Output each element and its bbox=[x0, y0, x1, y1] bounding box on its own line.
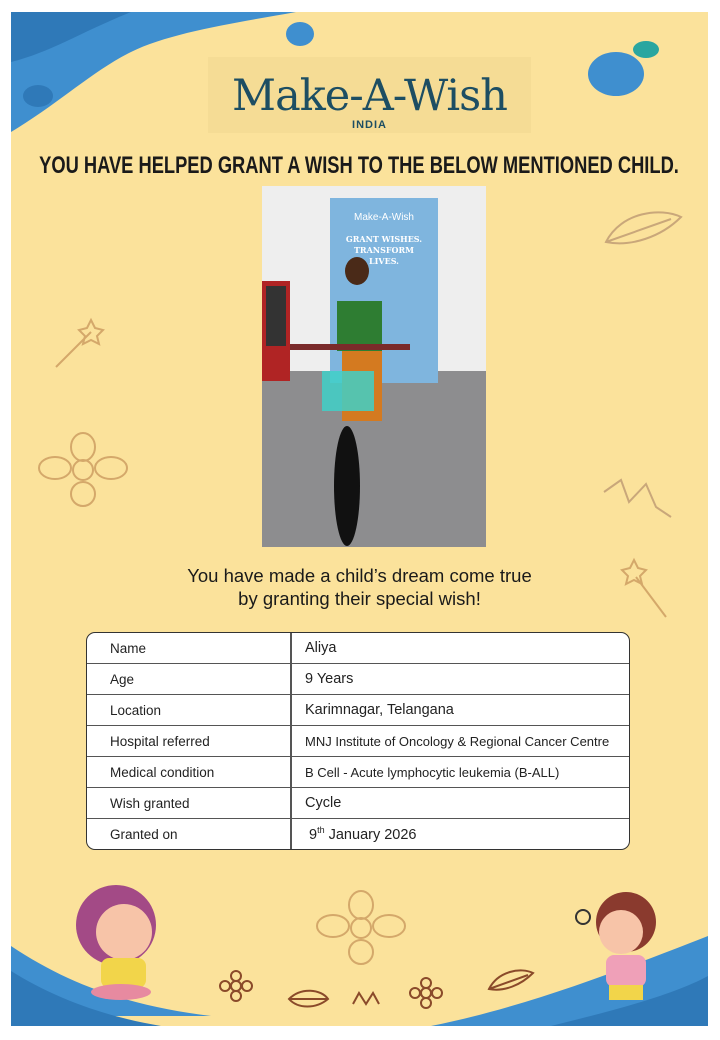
make-a-wish-logo bbox=[208, 57, 531, 133]
date-suffix: th bbox=[317, 825, 325, 836]
table-row bbox=[87, 633, 629, 664]
leaf-doodle-icon bbox=[486, 967, 536, 995]
table-row bbox=[87, 664, 629, 695]
leaf-doodle-icon bbox=[286, 987, 331, 1012]
blob-decoration bbox=[588, 52, 644, 96]
table-row bbox=[87, 819, 629, 849]
headline: YOU HAVE HELPED GRANT A WISH TO THE BELOW MENTIONED CHILD. bbox=[39, 152, 679, 179]
leaf-doodle-icon bbox=[601, 207, 686, 252]
table-row bbox=[87, 757, 629, 788]
wish-details-table bbox=[86, 632, 630, 850]
row-label: Medical condition bbox=[87, 757, 292, 788]
row-label: Location bbox=[87, 695, 292, 726]
row-label: Granted on bbox=[87, 819, 292, 849]
tagline-line-2: by granting their special wish! bbox=[238, 588, 481, 609]
flower-doodle-icon bbox=[311, 890, 411, 965]
banner-logo: Make-A-Wish bbox=[353, 212, 414, 223]
row-value: Cycle bbox=[292, 788, 629, 819]
zigzag-doodle-icon bbox=[601, 472, 676, 522]
logo-country: INDIA bbox=[352, 119, 387, 131]
table-row bbox=[87, 788, 629, 819]
tagline bbox=[11, 564, 708, 610]
tagline-line-1: You have made a child’s dream come true bbox=[187, 565, 532, 586]
blob-decoration bbox=[633, 41, 659, 58]
blob-decoration bbox=[286, 22, 314, 46]
boy-illustration bbox=[571, 887, 681, 1012]
banner-slogan: GRANT WISHES. TRANSFORM LIVES. bbox=[345, 234, 423, 266]
certificate bbox=[11, 12, 708, 1026]
row-label: Name bbox=[87, 633, 292, 664]
blob-decoration bbox=[23, 85, 53, 107]
row-value: MNJ Institute of Oncology & Regional Cancer Centre bbox=[292, 726, 629, 757]
row-value bbox=[292, 819, 629, 849]
row-value: B Cell - Acute lymphocytic leukemia (B-ALL) bbox=[292, 757, 629, 788]
magic-wand-doodle-icon bbox=[51, 312, 111, 372]
flower-doodle-icon bbox=[33, 432, 133, 507]
flower-doodle-icon bbox=[406, 977, 446, 1009]
zigzag-doodle-icon bbox=[351, 990, 381, 1006]
row-label: Hospital referred bbox=[87, 726, 292, 757]
date-day: 9 bbox=[309, 826, 318, 843]
date-rest: January 2026 bbox=[324, 826, 417, 843]
child-wish-photo bbox=[262, 186, 486, 547]
logo-name: Make-A-Wish bbox=[232, 71, 507, 121]
row-value: 9 Years bbox=[292, 664, 629, 695]
row-label: Age bbox=[87, 664, 292, 695]
row-label: Wish granted bbox=[87, 788, 292, 819]
girl-illustration bbox=[66, 880, 186, 1005]
row-value: Aliya bbox=[292, 633, 629, 664]
table-row bbox=[87, 726, 629, 757]
row-value: Karimnagar, Telangana bbox=[292, 695, 629, 726]
flower-doodle-icon bbox=[216, 970, 256, 1002]
table-row bbox=[87, 695, 629, 726]
